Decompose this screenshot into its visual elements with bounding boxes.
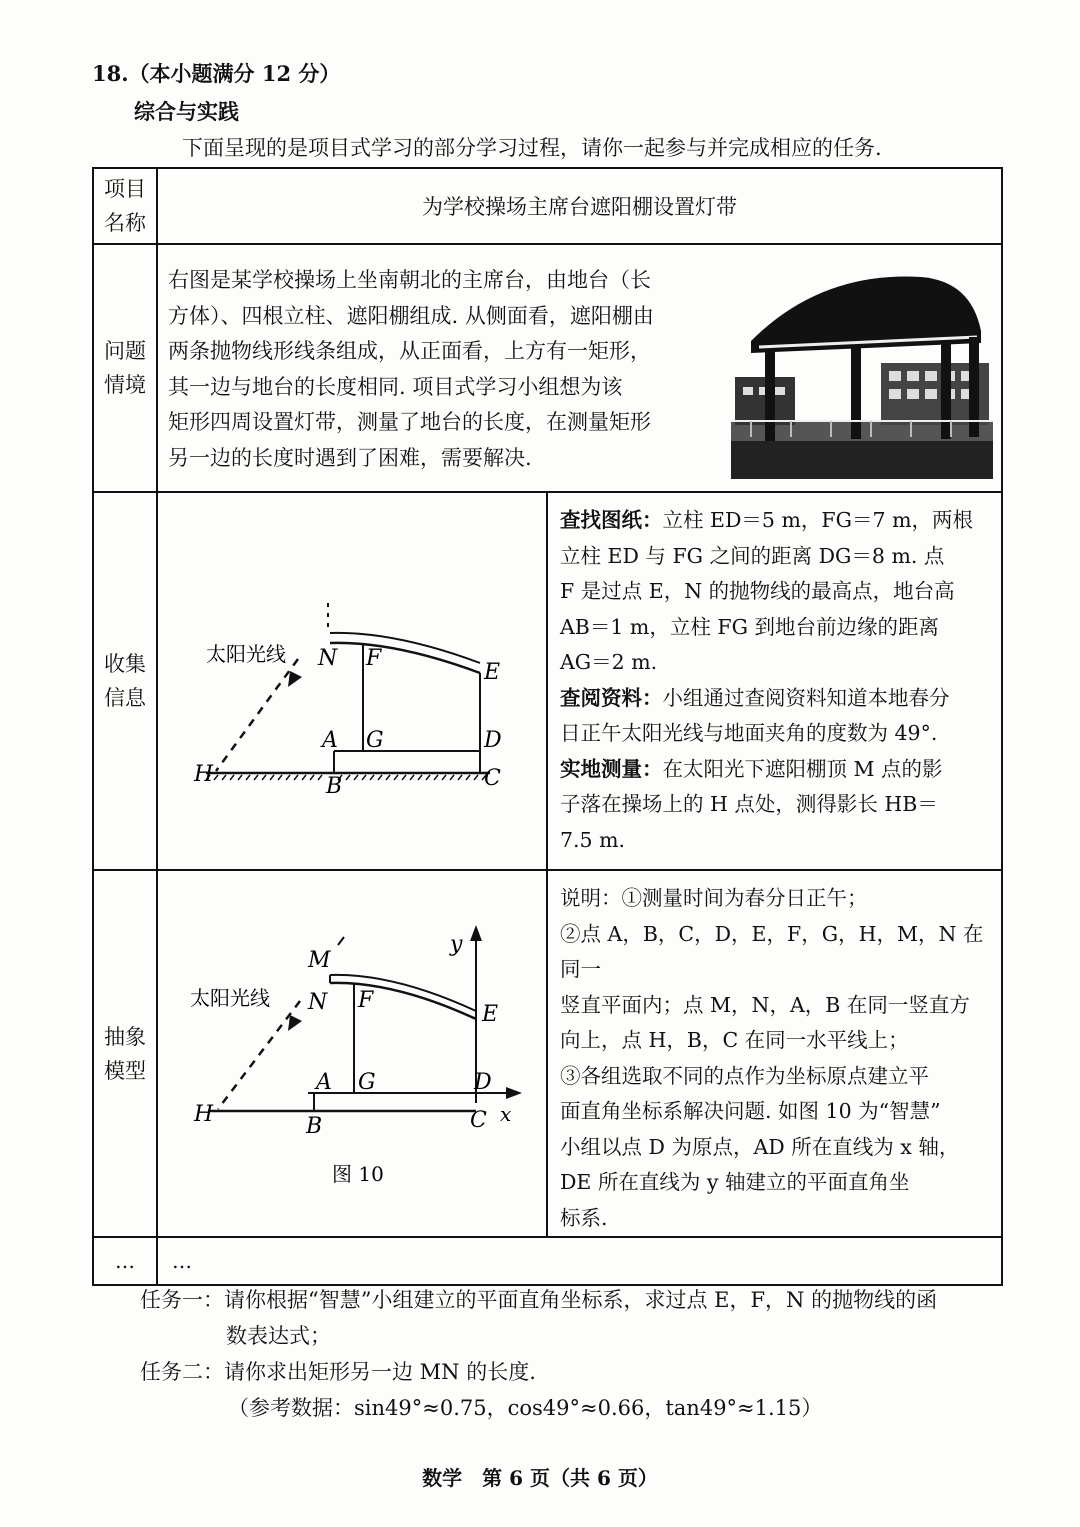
info-head: 实地测量：	[560, 756, 663, 781]
info-line: 立柱 ED 与 FG 之间的距离 DG＝8 m. 点	[560, 543, 945, 568]
point-F: F	[358, 988, 374, 1013]
point-D: D	[484, 728, 502, 753]
scenario-line: 其一边与地台的长度相同. 项目式学习小组想为该	[168, 374, 623, 399]
point-B: B	[326, 774, 343, 799]
info-line: F 是过点 E，N 的抛物线的最高点，地台高	[560, 579, 955, 603]
label-line: 收集	[104, 652, 146, 676]
scenario-line: 矩形四周设置灯带，测量了地台的长度，在测量矩形	[168, 410, 651, 434]
scenario-line: 方体）、四根立柱、遮阳棚组成. 从侧面看，遮阳棚由	[168, 303, 654, 328]
label-line: 情境	[104, 373, 146, 397]
point-E: E	[482, 1002, 499, 1027]
note-line: ②点 A，B，C，D，E，F，G，H，M，N 在同一	[560, 921, 984, 981]
label-line: 问题	[104, 339, 146, 363]
info-line: 小组通过查阅资料知道本地春分	[662, 685, 950, 710]
note-line: 竖直平面内；点 M，N，A，B 在同一竖直方	[560, 992, 970, 1017]
sun-label: 太阳光线	[206, 642, 286, 666]
grandstand-photo	[731, 271, 993, 481]
point-B: B	[306, 1114, 323, 1139]
point-C: C	[470, 1108, 487, 1133]
row-model	[93, 870, 1002, 1237]
y-arrow-icon	[470, 925, 482, 941]
side-view-diagram	[158, 493, 546, 869]
row-scenario	[93, 244, 1002, 492]
task-1-cont: 数表达式；	[226, 1324, 331, 1348]
arrow-icon	[288, 1015, 302, 1031]
point-G: G	[366, 728, 384, 753]
info-block-drawings	[560, 503, 991, 539]
label-line: 模型	[104, 1058, 146, 1083]
point-N: N	[318, 646, 338, 671]
task-1: 任务一：请你根据“智慧”小组建立的平面直角坐标系，求过点 E，F，N 的抛物线的函	[140, 1288, 938, 1312]
note-line: 说明：①测量时间为春分日正午；	[560, 886, 868, 910]
task-list	[140, 1282, 1020, 1426]
point-H: H	[194, 762, 214, 787]
page-footer: 数学 第 6 页（共 6 页）	[422, 1466, 658, 1490]
question-intro: 下面呈现的是项目式学习的部分学习过程，请你一起参与并完成相应的任务.	[182, 136, 882, 160]
point-G: G	[358, 1070, 376, 1095]
scenario-line: 另一边的长度时遇到了困难，需要解决.	[168, 445, 532, 470]
label-line: 名称	[104, 211, 146, 235]
row-collect	[93, 492, 1002, 870]
note-line: 面直角坐标系解决问题. 如图 10 为“智慧”	[560, 1099, 941, 1123]
point-A: A	[316, 1070, 332, 1095]
model-notes-cell	[547, 870, 1002, 1237]
point-F: F	[366, 646, 382, 671]
note-line: 向上，点 H，B，C 在同一水平线上；	[560, 1028, 909, 1052]
question-title: 18.（本小题满分 12 分）	[92, 61, 341, 86]
info-line: AB＝1 m，立柱 FG 到地台前边缘的距离	[560, 614, 939, 639]
point-C: C	[484, 766, 501, 791]
info-line: 立柱 ED＝5 m，FG＝7 m，两根	[662, 508, 974, 532]
figure-caption: 图 10	[332, 1162, 384, 1186]
point-N: N	[308, 990, 328, 1015]
row-project	[93, 168, 1002, 244]
collect-info-cell	[547, 492, 1002, 870]
more-label: …	[93, 1237, 157, 1285]
label-model	[93, 870, 157, 1237]
point-E: E	[484, 660, 501, 685]
question-subtitle: 综合与实践	[134, 99, 239, 124]
axis-y-label: y	[450, 932, 463, 957]
project-name: 为学校操场主席台遮阳棚设置灯带	[157, 168, 1002, 244]
label-line: 抽象	[104, 1024, 146, 1049]
label-scenario	[93, 244, 157, 492]
info-line: 日正午太阳光线与地面夹角的度数为 49°.	[560, 721, 938, 745]
note-line: DE 所在直线为 y 轴建立的平面直角坐	[560, 1170, 910, 1194]
label-collect	[93, 492, 157, 870]
sun-label: 太阳光线	[190, 986, 270, 1010]
axis-x-label: x	[500, 1102, 512, 1126]
note-line: ③各组选取不同的点作为坐标原点建立平	[560, 1063, 929, 1088]
scenario-cell	[157, 244, 1002, 492]
point-M: M	[308, 948, 331, 973]
row-more	[93, 1237, 1002, 1285]
info-head: 查找图纸：	[560, 508, 663, 532]
info-line: 在太阳光下遮阳棚顶 M 点的影	[662, 756, 943, 781]
scenario-line: 两条抛物线形线条组成，从正面看，上方有一矩形，	[168, 339, 651, 363]
project-table	[92, 167, 1003, 1286]
reference-data: （参考数据：sin49°≈0.75，cos49°≈0.66，tan49°≈1.15）	[228, 1396, 823, 1420]
point-A: A	[322, 728, 338, 753]
more-content: …	[157, 1237, 1002, 1285]
info-line: 子落在操场上的 H 点处，测得影长 HB＝	[560, 792, 938, 816]
point-H: H	[194, 1102, 214, 1127]
info-line: 7.5 m.	[560, 827, 626, 852]
info-block-measure	[560, 752, 991, 788]
label-line: 项目	[104, 177, 146, 201]
note-line: 标系.	[560, 1205, 608, 1230]
point-D: D	[474, 1070, 492, 1095]
arrow-icon	[288, 671, 302, 687]
scenario-text	[168, 263, 708, 476]
coordinate-diagram	[158, 871, 546, 1223]
collect-diagram-cell	[157, 492, 547, 870]
label-project	[93, 168, 157, 244]
label-line: 信息	[104, 686, 146, 710]
task-2: 任务二：请你求出矩形另一边 MN 的长度.	[140, 1360, 536, 1384]
info-block-research	[560, 681, 991, 717]
x-arrow-icon	[506, 1087, 522, 1099]
note-line: 小组以点 D 为原点，AD 所在直线为 x 轴，	[560, 1134, 960, 1159]
model-diagram-cell	[157, 870, 547, 1237]
info-head: 查阅资料：	[560, 685, 663, 710]
info-line: AG＝2 m.	[560, 650, 658, 674]
scenario-line: 右图是某学校操场上坐南朝北的主席台，由地台（长	[168, 268, 651, 292]
